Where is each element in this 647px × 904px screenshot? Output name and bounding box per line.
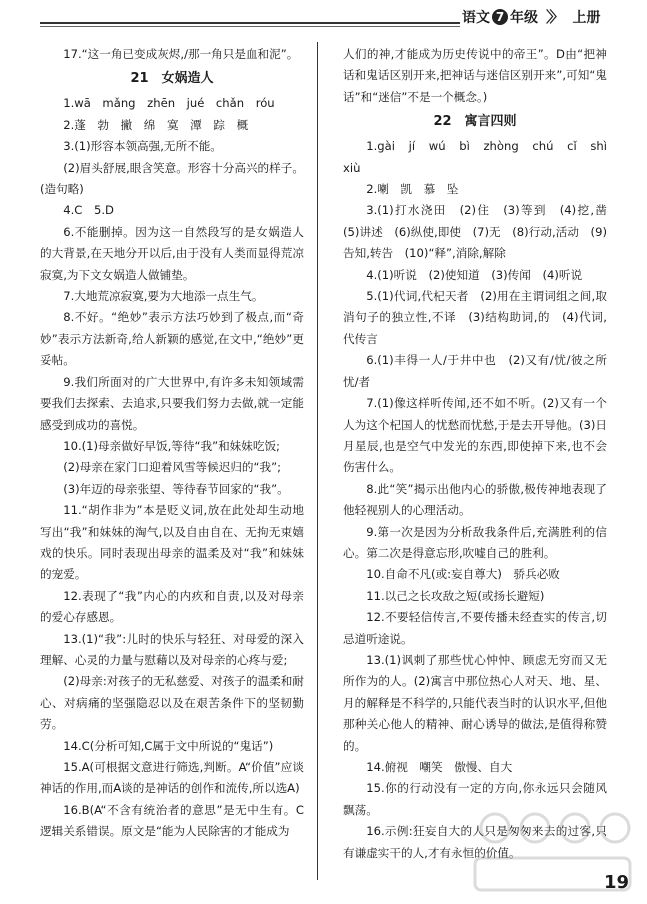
answer-paragraph: 12.不要轻信传言,不要传播未经查实的传言,切忌道听途说。 [343,610,607,646]
header-rule [40,22,460,24]
answer-paragraph: 10.(1)母亲做好早饭,等待“我”和妹妹吃饭; [63,438,280,453]
section-heading: 21 女娲造人 [130,71,214,87]
right-column [343,44,619,864]
header-volume: 上册 [572,9,601,26]
answer-paragraph: (2)母亲在家门口迎着风雪等候迟归的“我”; [63,460,282,475]
answer-paragraph: 2.喇 凯 慕 坠 [366,182,459,197]
answer-paragraph: 15.你的行动没有一定的方向,你永远只会随风飘荡。 [343,781,607,817]
answer-paragraph: 17.“这一角已变成灰烬,/那一角只是血和泥”。 [63,47,299,61]
answer-paragraph: 11.“胡作非为”本是贬义词,放在此处却生动地写出“我”和妹妹的淘气,以及自由自在、无拘无束嬉戏的快乐。同时表现出母亲的温柔及对“我”和妹妹的宠爱。 [40,503,304,582]
answer-paragraph: (2)眉头舒展,眼含笑意。形容十分高兴的样子。(造句略) [40,160,304,197]
answer-paragraph: (2)母亲:对孩子的无私慈爱、对孩子的温柔和耐心、对病痛的坚强隐忍以及在艰苦条件下的坚韧勤劳。 [40,674,304,732]
answer-paragraph: 11.以己之长攻敌之短(或扬长避短) [366,588,545,603]
header-grade-suffix: 年级 [510,9,538,26]
answer-paragraph: 8.不好。“绝妙”表示方法巧妙到了极点,而“奇妙”表示方法新奇,给人新颖的感觉,在文中,“绝妙”更妥帖。 [40,310,304,368]
answer-paragraph: 13.(1)讽刺了那些忧心忡忡、顾虑无穷而又无所作为的人。(2)寓言中那位热心人对天、地、星、月的解释是不科学的,只能代表当时的认识水平,但他那种关心他人的精神、耐心诱导的做法,是值得称赞的。 [343,652,607,753]
section-heading: 22 寓言四则 [433,114,517,130]
answer-paragraph: 6.(1)丰得一人/于井中也 (2)又有/忧/彼之所忧/者 [343,353,607,389]
left-column [40,44,304,843]
double-chevron-icon: 〉〉 [546,8,561,26]
answer-paragraph: 7.(1)像这样听传闻,还不如不听。(2)又有一个人为这个杞国人的忧愁而忧愁,于是去开导他。(3)日月星辰,也是空气中发光的东西,即使掉下来,也不会伤害什么。 [343,396,607,475]
page-header [462,6,601,27]
answer-paragraph: 1.wā mǎng zhēn jué chǎn róu [63,96,275,111]
answer-paragraph: (3)年迈的母亲张望、等待春节回家的“我”。 [63,481,289,496]
answer-paragraph: 13.(1)“我”:儿时的快乐与轻狂、对母爱的深入理解、心灵的力量与慰藉以及对母亲的心疼与爱; [40,631,304,667]
answer-paragraph: 12.表现了“我”内心的内疚和自责,以及对母亲的爱心存感恩。 [40,588,304,625]
answer-paragraph: 2.蓬 勃 撇 绵 寞 潭 踪 概 [63,117,249,132]
grade-number-badge: 7 [492,9,508,25]
answer-paragraph: 3.(1)打水浇田 (2)住 (3)等到 (4)挖,凿 (5)讲述 (6)纵使,即使 (7)无 (8)行动,活动 (9)告知,转告 (10)“释”,消除,解除 [343,203,619,261]
header-subject: 语文 [462,9,490,26]
answer-paragraph: 人们的神,才能成为历史传说中的帝王”。D由“把神话和鬼话区别开来,把神话与迷信区别开来”,可知“鬼话”和“迷信”不是一个概念。) [343,47,607,104]
answer-paragraph: 10.自命不凡(或:妄自尊大) 骄兵必败 [366,567,560,582]
answer-paragraph: 16.示例:狂妄自大的人只是匆匆来去的过客,只有谦虚实干的人,才有永恒的价值。 [343,824,607,860]
answer-paragraph: 14.俯视 嘲笑 傲慢、自大 [366,760,513,774]
answer-paragraph: 4.(1)听说 (2)使知道 (3)传闻 (4)听说 [366,267,583,282]
page-number: 19 [604,872,630,893]
answer-paragraph: 4.C 5.D [63,203,114,218]
column-divider [317,42,318,880]
answer-paragraph: 8.此“笑”揭示出他内心的骄傲,极传神地表现了他轻视别人的心理活动。 [343,481,607,518]
answer-paragraph: 5.(1)代词,代杞天者 (2)用在主谓词组之间,取消句子的独立性,不译 (3)结构助词,的 (4)代词,代传言 [343,289,607,346]
answer-paragraph: 9.我们所面对的广大世界中,有许多未知领域需要我们去探索、去追求,只要我们努力去做,就一定能感受到成功的喜悦。 [40,374,304,432]
answer-paragraph: 7.大地荒凉寂寞,要为大地添一点生气。 [63,289,264,304]
answer-paragraph: 14.C(分析可知,C属于文中所说的“鬼话”) [63,738,274,753]
answer-paragraph: 9.第一次是因为分析敌我条件后,充满胜利的信心。第二次是得意忘形,吹嘘自己的胜利。 [343,524,607,560]
answer-paragraph: 6.不能删掉。因为这一自然段写的是女娲造人的大背景,在天地分开以后,由于没有人类而显得荒凉寂寞,为下文女娲造人做铺垫。 [40,224,304,282]
answer-paragraph: 3.(1)形容本领高强,无所不能。 [63,139,222,154]
answer-paragraph: 15.A(可根据文意进行筛选,判断。A“价值”应谈神话的作用,而A谈的是神话的创作和流传,所以选A) [40,760,304,796]
answer-paragraph: 1.gài jí wú bì zhòng chú cǐ shì xiù [343,139,619,175]
header-rule-thin [40,26,460,27]
answer-paragraph: 16.B(A“不含有统治者的意思”是无中生有。C逻辑关系错误。原文是“能为人民除害的才能成为 [40,802,304,839]
